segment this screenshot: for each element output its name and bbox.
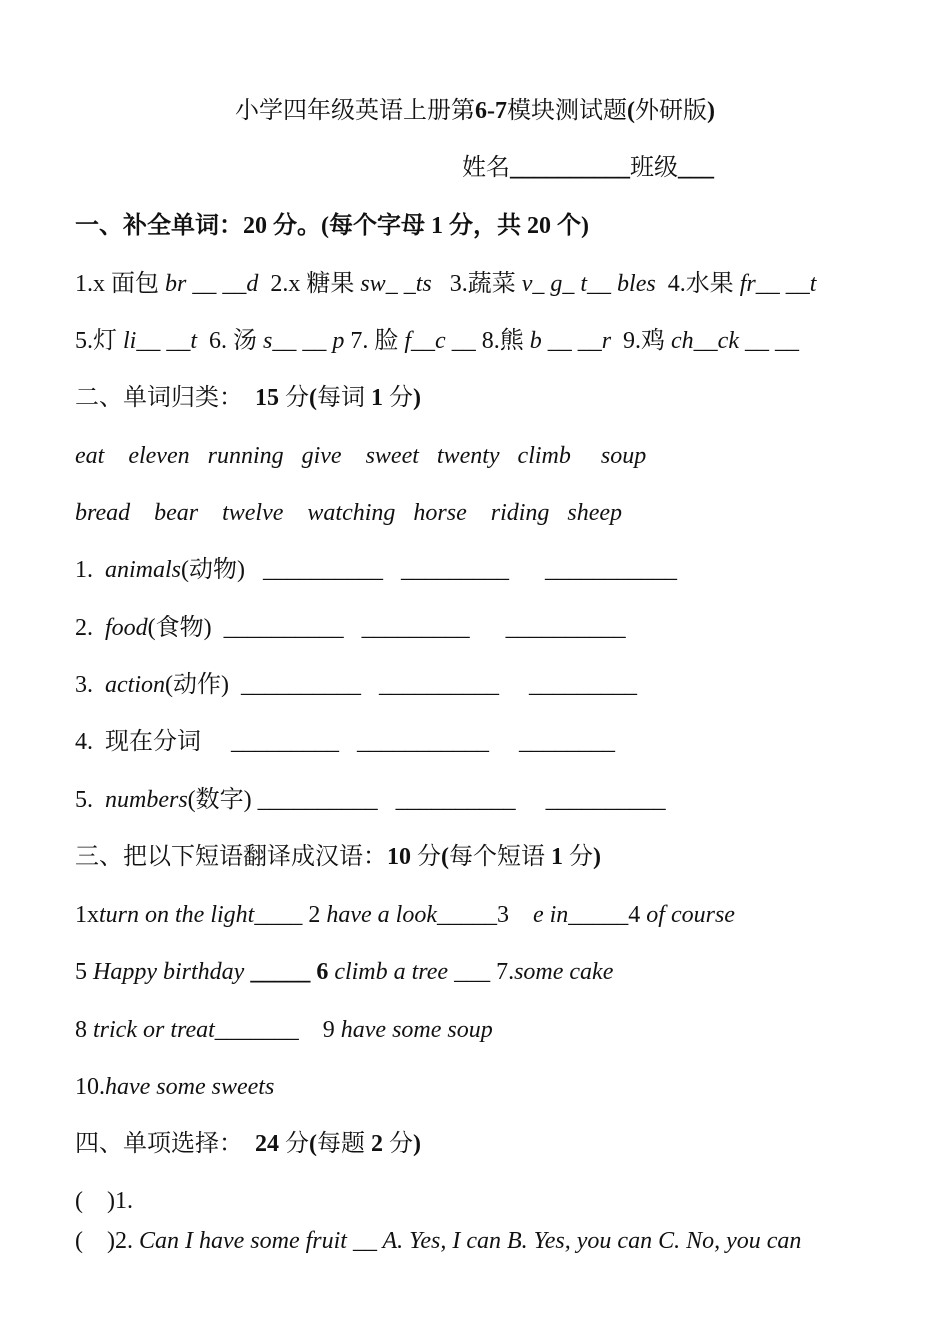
category-blanks[interactable]: _________ ___________ ________ [201,729,615,755]
s4-heading-each-unit: 分 [383,1131,413,1157]
s4-heading-each: 每题 [317,1131,371,1157]
category-label-cn: (食物) [147,615,212,641]
s1-item-2-word[interactable]: sw_ _ts [360,271,432,297]
category-blanks[interactable]: __________ _________ __________ [211,615,626,641]
s1-item-7-word[interactable]: f__c [404,328,446,354]
section1-row2 [75,325,799,357]
section2-heading [75,382,421,414]
phrase-number: 10. [75,1074,105,1100]
name-blank[interactable]: __________ [510,155,630,181]
s3-heading-paren-close: ) [593,844,601,870]
title-range: 6-7 [475,98,507,124]
s1-item-3-label: 3.蔬菜 [431,271,522,297]
phrase-text: have some soup [340,1017,493,1043]
question-2-number: ( )2. [75,1228,139,1254]
phrase-text: of course [646,902,735,928]
section3-row2 [75,956,613,988]
s2-heading-unit: 分 [279,385,309,411]
s4-heading-unit: 分 [279,1131,309,1157]
s3-heading-points: 10 [387,844,411,870]
phrase-blank[interactable]: _____4 [568,902,647,928]
section4-heading [75,1128,421,1160]
s4-heading-text: 四、单项选择： [75,1131,255,1157]
s2-heading-each: 每词 [317,385,371,411]
s4-heading-each-points: 2 [371,1131,383,1157]
category-number: 1. [75,557,105,583]
category-numbers [75,784,666,816]
question-2-text: Can I have some fruit __ A. Yes, I can B. Yes, you can C. No, you can [138,1228,802,1254]
phrase-number: 1x [75,902,99,928]
s2-heading-paren-close: ) [413,385,421,411]
s1-item-2-label: 2.x 糖果 [258,271,361,297]
category-blanks[interactable]: __________ __________ _________ [228,672,637,698]
page-title [0,95,950,127]
phrase-text: turn on the light [99,902,255,928]
class-blank[interactable]: ___ [678,155,714,181]
category-number: 3. [75,672,105,698]
question-1[interactable]: ( )1. [75,1188,133,1214]
category-number: 4. [75,729,105,755]
s4-heading-paren-close: ) [413,1131,421,1157]
phrase-blank[interactable]: _____ 6 [244,959,335,985]
section3-row1 [75,899,735,931]
section3-row3 [75,1014,493,1046]
title-mid: 模块测试题 [507,98,627,124]
s1-item-5-word[interactable]: li__ __t [123,328,198,354]
category-blanks[interactable]: __________ _________ ___________ [245,557,677,583]
phrase-blank[interactable]: ____ 2 [254,902,327,928]
phrase-blank[interactable]: _____3 [436,902,533,928]
phrase-text: some cake [514,959,614,985]
s2-heading-each-points: 1 [371,385,383,411]
title-paren-open: ( [627,98,635,124]
phrase-text: trick or treat [93,1017,215,1043]
title-edition: 外研版 [635,98,707,124]
word-bank-row1: eat eleven running give sweet twenty climb soup [75,443,647,469]
s1-item-1-word[interactable]: br __ __d [165,271,259,297]
section3-heading [75,841,601,873]
s2-heading-points: 15 [255,385,279,411]
s2-heading-each-unit: 分 [383,385,413,411]
phrase-number: 5 [75,959,93,985]
category-label-cn: (数字) [187,787,252,813]
s1-item-7-label: 7. 脸 [344,328,405,354]
phrase-text: have some sweets [105,1074,275,1100]
section1-heading: 一、补全单词：20 分。(每个字母 1 分，共 20 个) [75,213,589,239]
phrase-text: e in [532,902,569,928]
category-label-en: numbers [105,787,188,813]
s1-item-1-label: 1.x 面包 [75,271,165,297]
name-label: 姓名 [462,155,510,181]
category-label-en: food [105,615,148,641]
section3-row4 [75,1071,274,1103]
category-number: 2. [75,615,105,641]
s1-item-8-word[interactable]: b __ __r [529,328,612,354]
phrase-text: Happy birthday [93,959,245,985]
phrase-text: climb a tree [334,959,449,985]
s2-heading-paren-open: ( [309,385,317,411]
category-label-cn: 现在分词 [105,729,201,755]
s3-heading-text: 三、把以下短语翻译成汉语： [75,844,387,870]
s1-item-3-word[interactable]: v_ g_ t__ bles [521,271,656,297]
s3-heading-unit: 分 [411,844,441,870]
s2-heading-text: 二、单词归类： [75,385,255,411]
s4-heading-paren-open: ( [309,1131,317,1157]
title-pre: 小学四年级英语上册第 [235,98,475,124]
phrase-text: have a look [326,902,437,928]
category-animals [75,554,677,586]
class-label: 班级 [630,155,678,181]
s1-item-4-label: 4.水果 [655,271,740,297]
category-blanks[interactable]: __________ __________ __________ [251,787,666,813]
category-label-cn: (动作) [165,672,229,698]
s4-heading-points: 24 [255,1131,279,1157]
title-paren-close: ) [707,98,715,124]
s1-item-9-tail: __ __ [739,328,799,354]
s3-heading-each: 每个短语 [449,844,551,870]
category-number: 5. [75,787,105,813]
s1-item-4-word[interactable]: fr__ __t [739,271,817,297]
category-food [75,612,626,644]
phrase-number: 8 [75,1017,93,1043]
category-label-en: animals [105,557,182,583]
section1-row1 [75,268,816,300]
s3-heading-paren-open: ( [441,844,449,870]
category-participle [75,726,615,758]
s1-item-9-label: 9.鸡 [611,328,672,354]
category-label-cn: (动物) [181,557,245,583]
student-info [462,152,714,184]
category-label-en: action [105,672,165,698]
s3-heading-each-unit: 分 [563,844,593,870]
question-2[interactable] [75,1225,801,1257]
s1-item-6-label: 6. 汤 [197,328,264,354]
s1-item-8-label: __ 8.熊 [445,328,530,354]
s3-heading-each-points: 1 [551,844,563,870]
phrase-blank[interactable]: _______ 9 [214,1017,341,1043]
word-bank-row2: bread bear twelve watching horse riding sheep [75,500,623,526]
category-action [75,669,637,701]
s1-item-5-label: 5.灯 [75,328,123,354]
phrase-blank[interactable]: ___ 7. [448,959,515,985]
s1-item-6-word[interactable]: s__ __ p [263,328,345,354]
s1-item-9-word[interactable]: ch__ck [671,328,739,354]
